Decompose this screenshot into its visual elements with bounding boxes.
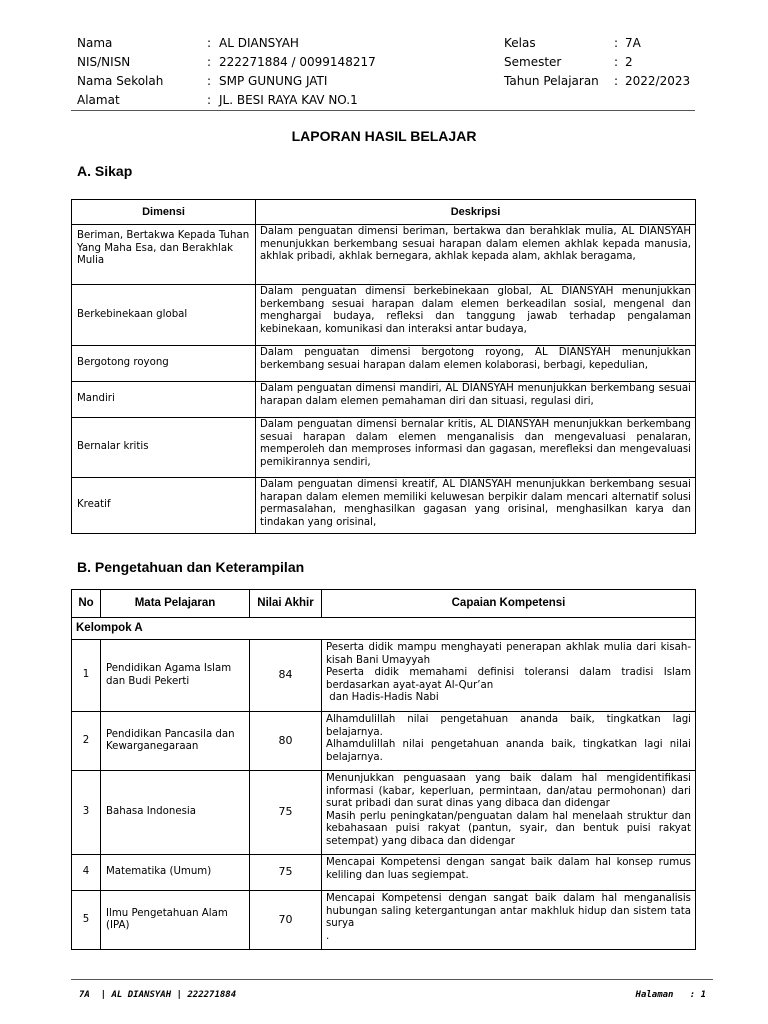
kelompok-label: Kelompok A xyxy=(72,618,696,640)
subject-no: 1 xyxy=(72,640,101,712)
class-value: 2 xyxy=(625,55,633,69)
class-label: Tahun Pelajaran xyxy=(504,74,599,88)
capaian-line: Alhamdulillah nilai pengetahuan ananda baik, tingkatkan lagi belajarnya. xyxy=(326,714,691,738)
subject-name: Pendidikan Pancasila dan Kewarganegaraan xyxy=(101,712,250,771)
sikap-table xyxy=(71,199,696,534)
deskripsi-cell: Dalam penguatan dimensi berkebinekaan global, AL DIANSYAH menunjukkan berkembang sesuai harapan dalam elemen berkeadilan sosial, mengenal dan menghargai budaya, refleksi dan tanggung jawab terhadap pengalaman kebinekaan, komunikasi dan interaksi antar budaya, xyxy=(256,285,696,346)
dimensi-cell: Mandiri xyxy=(72,382,256,418)
deskripsi-cell: Dalam penguatan dimensi beriman, bertakwa dan berahklak mulia, AL DIANSYAH menunjukkan berkembang sesuai harapan dalam elemen akhlak kepada manusia, akhlak pribadi, akhlak bernegara, akhlak kepada alam, akhlak beragama, xyxy=(256,225,696,285)
capaian-line: Menunjukkan penguasaan yang baik dalam hal mengidentifikasi informasi (kabar, keperluan, permintaan, dan/atau permohonan) dari surat pribadi dan surat dinas yang dibaca dan didengar xyxy=(326,773,691,809)
dimensi-cell: Beriman, Bertakwa Kepada Tuhan Yang Maha Esa, dan Berakhlak Mulia xyxy=(72,225,256,285)
report-title: LAPORAN HASIL BELAJAR xyxy=(291,128,477,144)
sikap-row xyxy=(72,346,696,382)
header-divider xyxy=(71,110,695,111)
sikap-row xyxy=(72,478,696,534)
identity-label: Nama Sekolah xyxy=(77,74,164,88)
subject-no: 3 xyxy=(72,771,101,855)
capaian-line: . xyxy=(326,930,330,942)
pengetahuan-table xyxy=(71,589,696,950)
identity-value: 222271884 / 0099148217 xyxy=(219,55,376,69)
identity-value: JL. BESI RAYA KAV NO.1 xyxy=(219,93,358,107)
footer-student-info: 7A | AL DIANSYAH | 222271884 xyxy=(79,990,237,1000)
column-header-deskripsi: Deskripsi xyxy=(256,200,696,225)
dimensi-cell: Bergotong royong xyxy=(72,346,256,382)
subject-capaian xyxy=(322,712,696,771)
subject-capaian xyxy=(322,891,696,950)
subject-name: Ilmu Pengetahuan Alam (IPA) xyxy=(101,891,250,950)
identity-separator: : xyxy=(207,36,212,50)
class-value: 7A xyxy=(625,36,641,50)
subject-no: 4 xyxy=(72,855,101,891)
capaian-line: Peserta didik mampu menghayati penerapan akhlak mulia dari kisah-kisah Bani Umayyah xyxy=(326,642,691,666)
footer-divider xyxy=(71,979,713,980)
capaian-line: dan Hadis-Hadis Nabi xyxy=(326,692,439,703)
deskripsi-cell: Dalam penguatan dimensi bernalar kritis, AL DIANSYAH menunjukkan berkembang sesuai harapan dalam elemen menganalisis dan mengevaluasi penalaran, memperoleh dan memproses informasi dan gagasan, merefleksi dan mengevaluasi pemikirannya sendiri, xyxy=(256,418,696,478)
dimensi-cell: Berkebinekaan global xyxy=(72,285,256,346)
subject-score: 75 xyxy=(250,771,322,855)
subject-capaian xyxy=(322,771,696,855)
capaian-line: Masih perlu peningkatan/penguatan dalam hal menelaah struktur dan kebahasaan puisi rakyat (pantun, syair, dan bentuk puisi rakyat setempat) yang dibaca dan didengar xyxy=(326,810,691,847)
class-separator: : xyxy=(614,36,619,50)
subject-no: 5 xyxy=(72,891,101,950)
deskripsi-cell: Dalam penguatan dimensi bergotong royong, AL DIANSYAH menunjukkan berkembang sesuai harapan dalam elemen kolaborasi, berbagi, kepedulian, xyxy=(256,346,696,382)
identity-label: NIS/NISN xyxy=(77,55,131,69)
column-header-dimensi: Dimensi xyxy=(72,200,256,225)
class-value: 2022/2023 xyxy=(625,74,691,88)
subject-row xyxy=(72,640,696,712)
subject-row xyxy=(72,891,696,950)
subject-score: 75 xyxy=(250,855,322,891)
class-label: Kelas xyxy=(504,36,536,50)
column-header-mapel: Mata Pelajaran xyxy=(101,590,250,618)
deskripsi-cell: Dalam penguatan dimensi mandiri, AL DIANSYAH menunjukkan berkembang sesuai harapan dalam elemen pemahaman diri dan situasi, regulasi diri, xyxy=(256,382,696,418)
identity-label: Nama xyxy=(77,36,113,50)
section-title-sikap: A. Sikap xyxy=(77,163,133,179)
sikap-row xyxy=(72,225,696,285)
identity-label: Alamat xyxy=(77,93,120,107)
column-header-nilai: Nilai Akhir xyxy=(250,590,322,618)
column-header-capaian: Capaian Kompetensi xyxy=(322,590,696,618)
identity-value: SMP GUNUNG JATI xyxy=(219,74,328,88)
dimensi-cell: Kreatif xyxy=(72,478,256,534)
subject-name: Matematika (Umum) xyxy=(101,855,250,891)
identity-separator: : xyxy=(207,55,212,69)
subject-capaian xyxy=(322,855,696,891)
sikap-row xyxy=(72,418,696,478)
footer-page-number: Halaman : 1 xyxy=(635,990,706,1000)
subject-score: 70 xyxy=(250,891,322,950)
class-label: Semester xyxy=(504,55,562,69)
capaian-line: Mencapai Kompetensi dengan sangat baik dalam hal konsep rumus keliling dan luas segiempat. xyxy=(326,857,691,881)
capaian-line: Alhamdulillah nilai pengetahuan ananda baik, tingkatkan lagi nilai belajarnya. xyxy=(326,739,691,763)
subject-name: Bahasa Indonesia xyxy=(101,771,250,855)
deskripsi-cell: Dalam penguatan dimensi kreatif, AL DIANSYAH menunjukkan berkembang sesuai harapan dalam elemen memiliki keluwesan berpikir dalam mencari alternatif solusi permasalahan, menghasilkan gagasan yang orisinal, menghasilkan karya dan tindakan yang orisinal, xyxy=(256,478,696,534)
dimensi-cell: Bernalar kritis xyxy=(72,418,256,478)
subject-row xyxy=(72,712,696,771)
capaian-line: Peserta didik memahami definisi toleransi dalam tradisi Islam berdasarkan ayat-ayat Al-Qur’an xyxy=(326,667,691,691)
subject-no: 2 xyxy=(72,712,101,771)
subject-score: 80 xyxy=(250,712,322,771)
subject-score: 84 xyxy=(250,640,322,712)
capaian-line: Mencapai Kompetensi dengan sangat baik dalam hal menganalisis hubungan saling ketergantungan antar makhluk hidup dan sistem tata surya xyxy=(326,893,691,929)
kelompok-row xyxy=(72,618,696,640)
sikap-row xyxy=(72,382,696,418)
subject-capaian xyxy=(322,640,696,712)
identity-separator: : xyxy=(207,93,212,107)
sikap-row xyxy=(72,285,696,346)
class-separator: : xyxy=(614,55,619,69)
subject-row xyxy=(72,771,696,855)
sikap-header-row xyxy=(72,200,696,225)
identity-separator: : xyxy=(207,74,212,88)
subject-name: Pendidikan Agama Islam dan Budi Pekerti xyxy=(101,640,250,712)
section-title-pengetahuan: B. Pengetahuan dan Keterampilan xyxy=(77,559,305,575)
class-separator: : xyxy=(614,74,619,88)
column-header-no: No xyxy=(72,590,101,618)
subject-row xyxy=(72,855,696,891)
identity-value: AL DIANSYAH xyxy=(219,36,299,50)
pengetahuan-header-row xyxy=(72,590,696,618)
